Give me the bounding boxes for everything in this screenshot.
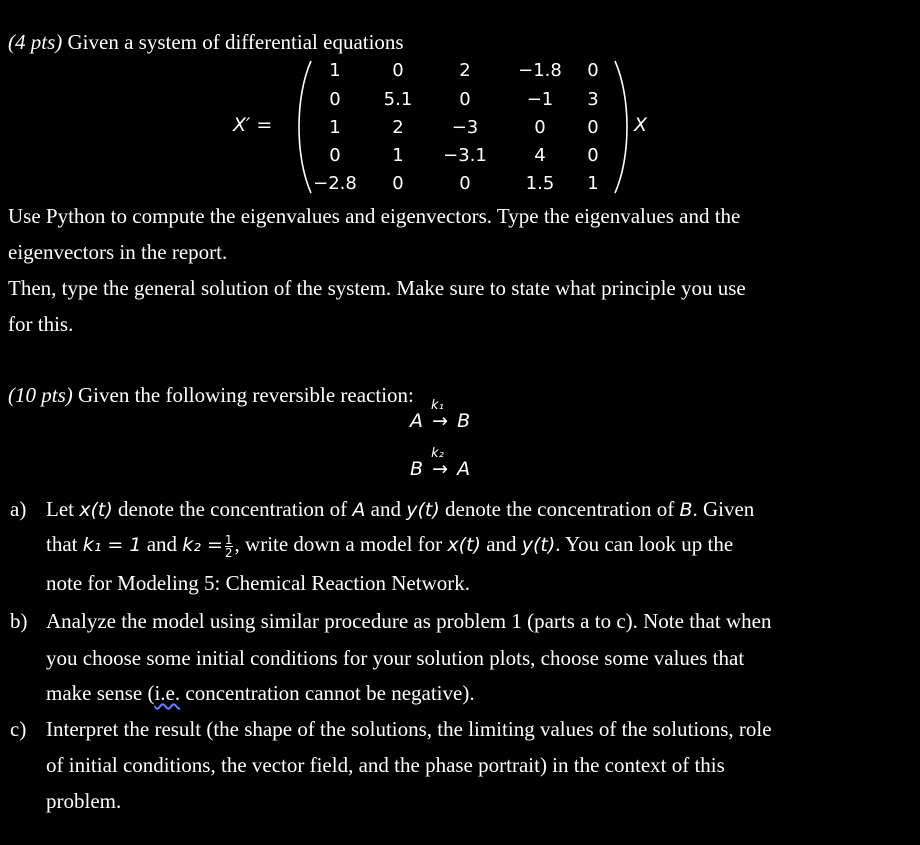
matrix-cell: −1 <box>526 89 554 110</box>
matrix-cell: 0 <box>587 60 599 81</box>
text: Let <box>46 497 80 521</box>
matrix-cell: 0 <box>534 117 546 138</box>
matrix-cell: 2 <box>392 117 404 138</box>
equation-lhs <box>233 114 272 136</box>
equation-rhs: X <box>634 114 648 136</box>
item-b-label: b) <box>10 609 28 633</box>
matrix-cell: −3 <box>451 117 479 138</box>
matrix-cell: 0 <box>459 173 471 194</box>
problem2-heading <box>8 383 414 408</box>
reaction-1-rate: k₁ <box>431 398 444 413</box>
text: denote the concentration of <box>112 497 353 521</box>
text: and <box>480 532 522 556</box>
reaction-2 <box>410 446 471 480</box>
matrix-cell: 0 <box>329 89 341 110</box>
problem1-line1: Use Python to compute the eigenvalues and eigenvectors. Type the eigenvalues and the <box>8 204 741 228</box>
math-y-t: y(t) <box>521 534 556 556</box>
matrix-cell: 0 <box>459 89 471 110</box>
fraction <box>225 534 233 559</box>
math-x-t: x(t) <box>447 534 481 556</box>
matrix-cell: 0 <box>392 173 404 194</box>
reaction-1-arrow: k₁ → <box>431 398 448 432</box>
text: make sense ( <box>46 681 155 705</box>
item-b-line2: you choose some initial conditions for your solution plots, choose some values that <box>46 646 745 670</box>
matrix-cell: 1 <box>329 60 341 81</box>
problem1-line2: eigenvectors in the report. <box>8 240 228 264</box>
matrix-cell: 3 <box>587 89 599 110</box>
matrix-cell: 5.1 <box>383 89 413 110</box>
lhs-text: X′ = <box>233 114 273 136</box>
reaction-1-reactant: A <box>410 410 423 432</box>
matrix-cell: −1.8 <box>518 60 562 81</box>
matrix-cell: 4 <box>534 145 546 166</box>
spellcheck-flagged-word: i.e. <box>154 681 181 705</box>
problem1-points: (4 pts) <box>8 30 63 54</box>
reaction-1 <box>410 398 471 432</box>
reaction-2-rate: k₂ <box>431 446 444 461</box>
math-k2: k₂ = <box>182 534 223 556</box>
matrix-cell: 0 <box>587 117 599 138</box>
problem1-heading <box>8 30 404 55</box>
text: concentration cannot be negative). <box>180 681 475 705</box>
problem2-intro: Given the following reversible reaction: <box>72 383 414 407</box>
reaction-2-product: A <box>457 458 471 480</box>
fraction-numerator: 1 <box>224 532 233 547</box>
math-y-t: y(t) <box>406 499 440 521</box>
reaction-2-reactant: B <box>410 458 424 480</box>
problem1-line4: for this. <box>8 312 74 336</box>
item-a-line2 <box>46 527 876 563</box>
matrix-cell: −3.1 <box>443 145 487 166</box>
matrix-cell: 0 <box>329 145 341 166</box>
reaction-2-arrow: k₂ → <box>431 446 449 480</box>
item-b-line1: Analyze the model using similar procedure as problem 1 (parts a to c). Note that when <box>46 609 772 633</box>
item-c-line1: Interpret the result (the shape of the solutions, the limiting values of the solutions, role <box>46 717 772 741</box>
matrix-cell: −2.8 <box>313 173 357 194</box>
item-b-line3 <box>46 676 876 711</box>
matrix-cell: 0 <box>392 60 404 81</box>
reaction-1-product: B <box>457 410 471 432</box>
matrix-cell: 1 <box>587 173 599 194</box>
item-a-line3: note for Modeling 5: Chemical Reaction Network. <box>46 571 470 595</box>
matrix-cell: 1.5 <box>525 173 555 194</box>
matrix-cell: 1 <box>329 117 341 138</box>
right-paren <box>615 61 627 193</box>
fraction-denominator: 2 <box>224 545 233 560</box>
problem2-points: (10 pts) <box>8 383 73 407</box>
matrix-cell: 2 <box>459 60 471 81</box>
math-A: A <box>352 499 366 521</box>
text: that <box>46 532 83 556</box>
item-a-label: a) <box>10 497 27 521</box>
matrix-cell: 0 <box>587 145 599 166</box>
math-x-t: x(t) <box>79 499 113 521</box>
problem1-line3: Then, type the general solution of the system. Make sure to state what principle you use <box>8 276 746 300</box>
matrix-cell: 1 <box>392 145 404 166</box>
item-a-line1 <box>46 492 876 528</box>
text: and <box>141 532 183 556</box>
text: denote the concentration of <box>439 497 680 521</box>
item-c-label: c) <box>10 717 27 741</box>
item-c-line2: of initial conditions, the vector field, and the phase portrait) in the context of this <box>46 753 725 777</box>
item-c-line3: problem. <box>46 789 122 813</box>
text: and <box>365 497 407 521</box>
math-B: B <box>679 499 693 521</box>
text: . Given <box>692 497 755 521</box>
problem1-intro: Given a system of differential equations <box>62 30 404 54</box>
text: , write down a model for <box>234 532 448 556</box>
problem1-body <box>8 198 888 342</box>
math-k1: k₁ = 1 <box>82 534 142 556</box>
text: . You can look up the <box>555 532 734 556</box>
